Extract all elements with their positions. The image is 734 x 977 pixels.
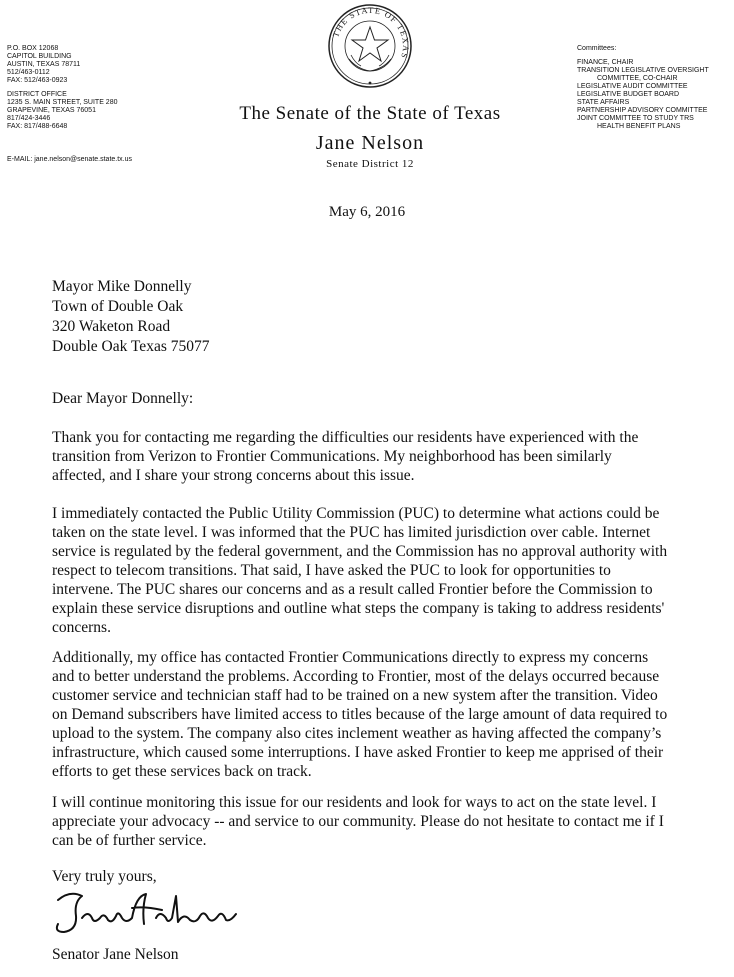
committee-item: LEGISLATIVE AUDIT COMMITTEE <box>577 83 688 90</box>
address-line: GRAPEVINE, TEXAS 76051 <box>7 107 96 114</box>
closing: Very truly yours, <box>52 868 157 885</box>
handwritten-signature <box>52 888 252 938</box>
recipient-address <box>52 277 209 357</box>
text-line: transition from Verizon to Frontier Communications. My neighborhood has been similarly <box>52 448 612 465</box>
address-line: AUSTIN, TEXAS 78711 <box>7 61 81 68</box>
recipient-line: 320 Waketon Road <box>52 318 171 335</box>
text-line: concerns. <box>52 619 111 636</box>
committee-item: TRANSITION LEGISLATIVE OVERSIGHT <box>577 67 709 74</box>
senate-title: The Senate of the State of Texas <box>239 103 501 124</box>
svg-text:THE STATE OF TEXAS <box>330 5 411 60</box>
capitol-address-block <box>7 45 207 131</box>
fax-line: FAX: 512/463-0923 <box>7 77 68 84</box>
body-paragraph <box>52 504 734 637</box>
committees-block <box>577 45 732 131</box>
committee-item: COMMITTEE, CO-CHAIR <box>597 75 678 82</box>
text-line: can be of further service. <box>52 832 207 849</box>
district-office-heading: DISTRICT OFFICE <box>7 91 67 98</box>
salutation: Dear Mayor Donnelly: <box>52 390 194 407</box>
committee-item: PARTNERSHIP ADVISORY COMMITTEE <box>577 107 708 114</box>
senator-name-heading: Jane Nelson <box>315 132 425 154</box>
senate-district: Senate District 12 <box>326 158 414 170</box>
texas-state-seal <box>327 3 413 89</box>
committees-heading: Committees: <box>577 45 617 52</box>
signature-name: Senator Jane Nelson <box>52 946 179 963</box>
text-line: service is regulated by the federal government, and the Commission has no approval authority with <box>52 543 668 560</box>
text-line: taken on the state level. I was informed that the PUC has limited jurisdiction over cable. Internet <box>52 524 651 541</box>
text-line: upload to the system. The company also cites inclement weather as having affected the company’s <box>52 725 662 742</box>
phone-line: 512/463-0112 <box>7 69 50 76</box>
text-line: Thank you for contacting me regarding the difficulties our residents have experienced with the <box>52 429 639 446</box>
text-line: respect to telecom transitions. That said, I have asked the PUC to look for opportunities to <box>52 562 611 579</box>
seal-lettering: THE STATE OF TEXAS <box>330 4 412 61</box>
address-line: P.O. BOX 12068 <box>7 45 59 52</box>
address-line: CAPITOL BUILDING <box>7 53 72 60</box>
recipient-line: Mayor Mike Donnelly <box>52 278 192 295</box>
committee-item: FINANCE, CHAIR <box>577 59 634 66</box>
text-line: intervene. The PUC shares our concerns and as a result called Frontier before the Commission to <box>52 581 653 598</box>
text-line: I immediately contacted the Public Utility Commission (PUC) to determine what actions could be <box>52 505 660 522</box>
text-line: customer service and technician staff had to be trained on a new system after the transition. Video <box>52 687 658 704</box>
phone-line: 817/424-3446 <box>7 115 51 122</box>
recipient-line: Town of Double Oak <box>52 298 184 315</box>
fax-line: FAX: 817/488-6648 <box>7 123 68 130</box>
text-line: appreciate your advocacy -- and service to our community. Please do not hesitate to contact me if I <box>52 813 664 830</box>
text-line: affected, and I share your strong concerns about this issue. <box>52 467 415 484</box>
text-line: explain these service disruptions and outline what steps the company is taking to address residents' <box>52 600 665 617</box>
letter-date: May 6, 2016 <box>328 204 406 220</box>
text-line: infrastructure, which caused some interruptions. I have asked Frontier to keep me apprised of their <box>52 744 664 761</box>
address-line: 1235 S. MAIN STREET, SUITE 280 <box>7 99 118 106</box>
committee-item: HEALTH BENEFIT PLANS <box>597 123 681 130</box>
text-line: Additionally, my office has contacted Frontier Communications directly to express my concerns <box>52 649 649 666</box>
email-line: E-MAIL: jane.nelson@senate.state.tx.us <box>7 156 133 163</box>
committee-item: LEGISLATIVE BUDGET BOARD <box>577 91 680 98</box>
text-line: efforts to get these services back on track. <box>52 763 312 780</box>
body-paragraph <box>52 793 734 850</box>
committee-item: STATE AFFAIRS <box>577 99 630 106</box>
body-paragraph <box>52 648 734 781</box>
text-line: I will continue monitoring this issue for our residents and look for ways to act on the state level. I <box>52 794 657 811</box>
text-line: and to better understand the problems. According to Frontier, most of the delays occurred because <box>52 668 660 685</box>
text-line: on Demand subscribers have limited access to titles because of the large amount of data required to <box>52 706 668 723</box>
committee-item: JOINT COMMITTEE TO STUDY TRS <box>577 115 694 122</box>
recipient-line: Double Oak Texas 75077 <box>52 338 210 355</box>
body-paragraph <box>52 428 734 485</box>
